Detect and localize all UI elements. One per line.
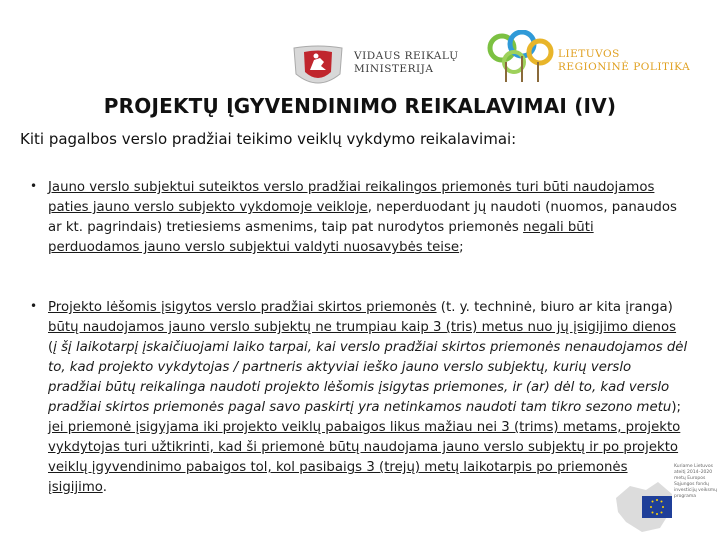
bullet-text: Projekto lėšomis įsigytos verslo pradžiai skirtos priemonės (t. y. techninė, biuro ar kita įranga) būtų naudojamos jauno verslo subjektų ne trumpiau kaip 3 (tris) metus nuo jų įsigijimo dienos (į šį laikotarpį įskaičiuojami laiko tarpai, kai verslo pradžiai skirtos priemonės nenaudojamos dėl to, kad projekto vykdytojas / partneris aktyviai ieško jauno verslo subjektų, kurių verslo pradžiai būtų reikalinga naudoti projekto lėšomis įsigytas priemones, ir (ar) dėl to, kad verslo pradžiai skirtos priemonės pagal savo paskirtį yra netinkamos naudoti tam tikro sezono metu); jei priemonė įsigyjama iki projekto veiklų pabaigos likus mažiau nei 3 (trims) metams, projekto vykdytojas turi užtikrinti, kad ši priemonė būtų naudojama jauno verslo subjektų ir po projekto veiklų įgyvendinimo pabaigos tol, kol pasibaigs 3 (trejų) metų laikotarpis po priemonės įsigijimo. [48, 300, 688, 495]
ministry-name: VIDAUS REIKALŲ MINISTERIJA [354, 50, 459, 75]
page-title: PROJEKTŲ ĮGYVENDINIMO REIKALAVIMAI (IV) [103, 94, 617, 118]
bullet-text: Jauno verslo subjektui suteiktos verslo pradžiai reikalingos priemonės turi būti naudojamos paties jauno verslo subjekto vykdomoje veikloje, neperduodant jų naudoti (nuomos, panaudos ar kt. pagrindais) tretiesiems asmenims, taip pat nurodytos priemonės negali būti perduodamos jauno verslo subjektui valdyti nuosavybės teise; [48, 180, 677, 255]
eu-funds-text: Kuriame Lietuvos ateitį 2014–2020 metų Europos Sąjungos fondų investicijų veiksmų programa [674, 464, 718, 499]
bullet-dot-icon: • [30, 179, 38, 193]
regional-policy-name: LIETUVOS REGIONINĖ POLITIKA [558, 48, 691, 73]
page-subtitle: Kiti pagalbos verslo pradžiai teikimo veiklų vykdymo reikalavimai: [20, 130, 517, 148]
regional-policy-logo-icon [484, 30, 556, 86]
logo-bar [0, 30, 720, 100]
bullet-dot-icon: • [30, 299, 38, 313]
ministry-coat-of-arms-icon [290, 44, 346, 92]
